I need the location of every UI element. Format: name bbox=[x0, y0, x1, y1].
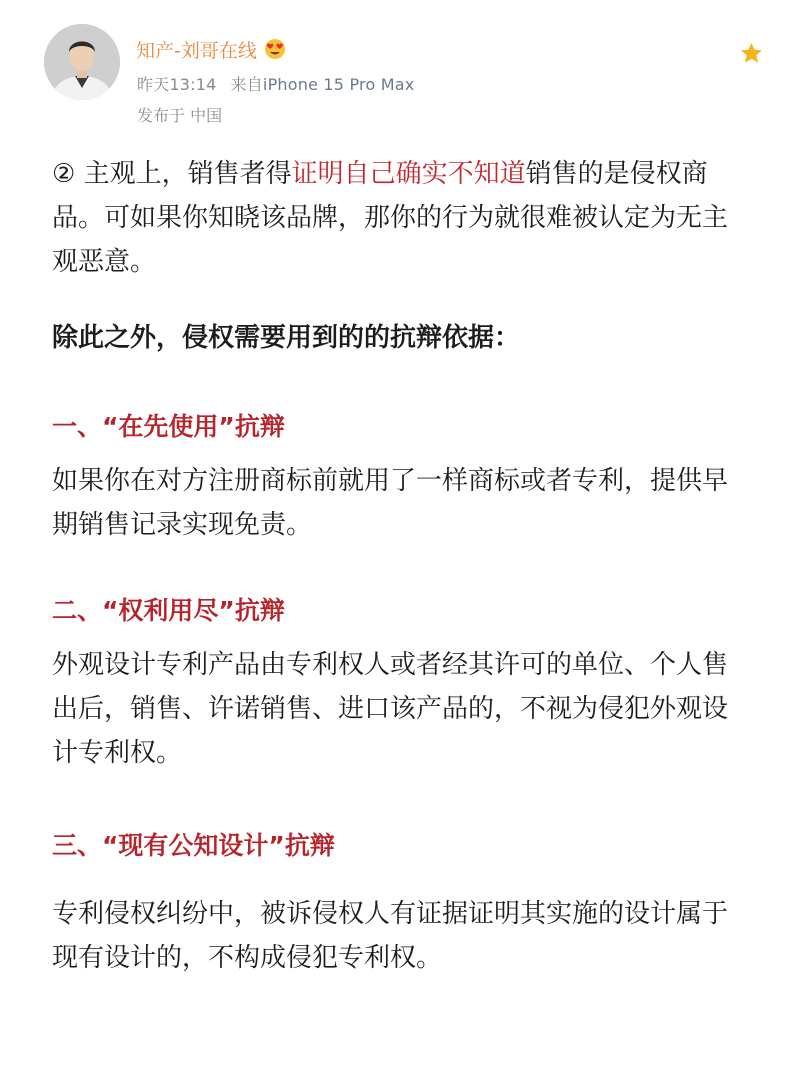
username[interactable]: 知产-刘哥在线 bbox=[136, 39, 257, 62]
name-row bbox=[136, 36, 286, 62]
post-header bbox=[0, 0, 800, 140]
paragraph-suffix: 销售的是侵权商品。可如果你知晓该品牌，那你的行为就很难被认定为无主观恶意。 bbox=[52, 159, 729, 277]
post-content bbox=[52, 152, 752, 980]
heart-eyes-emoji-icon bbox=[264, 38, 286, 60]
source-prefix: 来自 bbox=[230, 75, 263, 94]
section-body-1: 如果你在对方注册商标前就用了一样商标或者专利，提供早期销售记录实现免责。 bbox=[52, 466, 729, 540]
section-heading-1: 一、“在先使用”抗辩 bbox=[52, 412, 285, 441]
section-heading-2: 二、“权利用尽”抗辩 bbox=[52, 596, 285, 625]
highlight-text: 证明自己确实不知道 bbox=[291, 159, 526, 189]
star-icon[interactable] bbox=[739, 41, 764, 66]
device-name[interactable]: iPhone 15 Pro Max bbox=[262, 75, 415, 94]
post-location: 发布于 中国 bbox=[137, 106, 223, 125]
intro-heading: 除此之外，侵权需要用到的的抗辩依据： bbox=[52, 323, 521, 353]
post-time: 昨天13:14 bbox=[137, 75, 217, 94]
post-meta bbox=[137, 72, 414, 95]
section-body-2: 外观设计专利产品由专利权人或者经其许可的单位、个人售出后，销售、许诺销售、进口该产品的，不视为侵犯外观设计专利权。 bbox=[52, 650, 729, 768]
paragraph-subjective bbox=[52, 152, 752, 284]
section-body-3: 专利侵权纠纷中，被诉侵权人有证据证明其实施的设计属于现有设计的，不构成侵犯专利权。 bbox=[52, 899, 729, 973]
paragraph-prefix: ② 主观上，销售者得 bbox=[52, 159, 292, 189]
section-heading-3: 三、“现有公知设计”抗辩 bbox=[52, 831, 335, 860]
avatar[interactable] bbox=[44, 24, 120, 100]
person-photo-icon bbox=[44, 24, 120, 100]
